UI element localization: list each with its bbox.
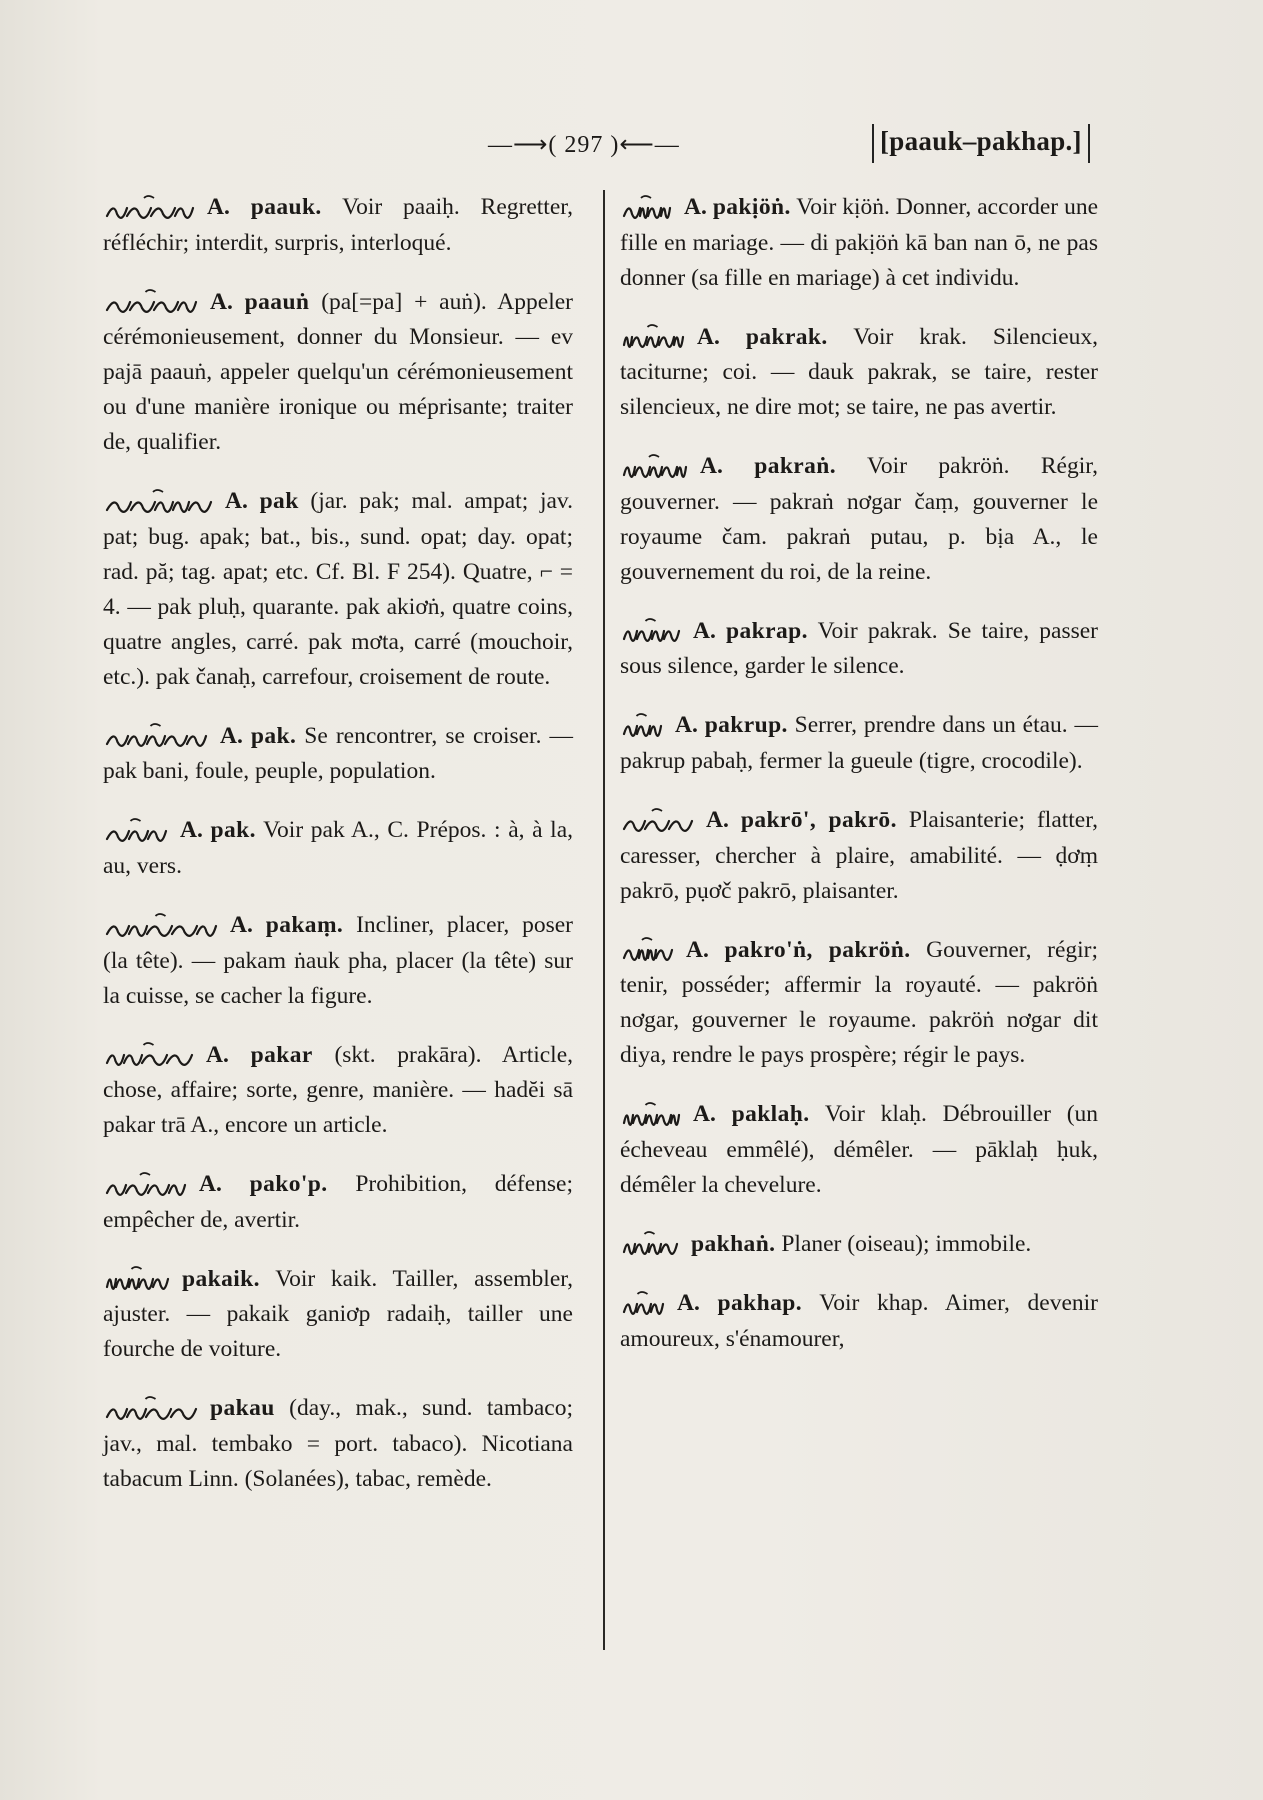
entry-label: A.	[210, 288, 233, 315]
entry-definition: (skt. prakāra). Article, chose, affaire; sorte, genre, manière. — hadĕi sā pakar trā A., encore un article.	[103, 1041, 574, 1139]
entry-headword: pakrup.	[704, 712, 788, 739]
entry-definition: Se rencontrer, se croiser. — pak bani, foule, peuple, population.	[103, 722, 573, 785]
entry-headword: pakro'ṅ, pakröṅ.	[724, 936, 911, 963]
entry-headword: pakrō', pakrō.	[740, 807, 897, 834]
dictionary-entry	[103, 285, 573, 461]
page-header	[0, 124, 1263, 164]
entry-definition: Planer (oiseau); immobile.	[781, 1230, 1032, 1257]
cham-script-icon	[620, 1099, 683, 1133]
cham-script-icon	[620, 1228, 681, 1262]
cham-script-icon	[620, 615, 683, 649]
entry-label: A.	[199, 1171, 222, 1198]
cham-script-icon	[103, 1039, 196, 1073]
entry-label: A.	[220, 722, 243, 749]
cham-script-icon	[620, 1288, 667, 1322]
dictionary-entry	[103, 484, 573, 695]
entry-headword: pakraṅ.	[754, 453, 837, 480]
dictionary-entry	[620, 933, 1098, 1074]
cham-script-icon	[620, 321, 687, 355]
cham-script-icon	[103, 1169, 189, 1203]
cham-script-icon	[103, 910, 220, 944]
entry-label: A.	[675, 712, 698, 739]
dictionary-entry	[620, 190, 1098, 296]
cham-script-icon	[103, 286, 200, 320]
entry-label: A.	[677, 1290, 700, 1317]
dictionary-entry	[620, 449, 1098, 590]
entry-label: A.	[207, 194, 230, 220]
entry-headword: pakhap.	[717, 1290, 802, 1317]
entry-headword: pak.	[210, 817, 256, 844]
cham-script-icon	[103, 192, 197, 226]
cham-script-icon	[620, 451, 690, 485]
entry-definition: Voir kaik. Tailler, assembler, ajuster. — pakaik ganiơp radaiḥ, tailler une fourche de voiture.	[103, 1265, 574, 1363]
cham-script-icon	[620, 192, 674, 226]
entry-headword: pakaik.	[182, 1265, 260, 1292]
entry-headword: paklaḥ.	[731, 1101, 810, 1128]
right-column	[620, 190, 1098, 1381]
entry-definition: Plaisanterie; flatter, caresser, chercher à plaire, amabilité. — ḍơṃ pakrō, pụơč pakrō, plaisanter.	[620, 807, 1098, 904]
entry-headword: pakar	[250, 1041, 313, 1068]
entry-label: A.	[706, 807, 729, 834]
running-head: [paauk–pakhap.]	[872, 124, 1090, 163]
entry-label: A.	[180, 817, 203, 844]
entry-definition: (day., mak., sund. tambaco; jav., mal. tembako = port. tabaco). Nicotiana tabacum Linn. (Solanées), tabac, remède.	[103, 1395, 573, 1493]
entry-headword: pakaṃ.	[265, 912, 344, 939]
entry-headword: pakrak.	[745, 323, 828, 350]
cham-script-icon	[103, 815, 170, 849]
dictionary-entry	[103, 719, 573, 790]
cham-script-icon	[103, 1263, 172, 1297]
entry-definition: Prohibition, défense; empêcher de, avertir.	[103, 1171, 574, 1233]
entry-label: A.	[230, 912, 253, 939]
entry-headword: pak.	[250, 722, 297, 749]
entry-definition: Voir krak. Silencieux, taciturne; coi. — dauk pakrak, se taire, rester silencieux, ne dire mot; se taire, ne pas avertir.	[620, 323, 1099, 421]
dictionary-entry	[620, 803, 1098, 909]
entry-headword: pakrap.	[726, 617, 808, 644]
dictionary-entry	[103, 1391, 573, 1497]
entry-definition: Serrer, prendre dans un étau. — pakrup pabaḥ, fermer la gueule (tigre, crocodile).	[620, 712, 1098, 775]
dictionary-entry	[103, 908, 573, 1014]
entry-headword: paauṅ	[244, 288, 310, 315]
dictionary-entry	[620, 708, 1098, 779]
entry-label: A.	[693, 617, 716, 644]
dictionary-entry	[620, 1286, 1098, 1357]
dictionary-entry	[103, 1038, 573, 1144]
entry-label: A.	[693, 1101, 716, 1128]
entry-definition: Voir pak A., C. Prépos. : à, à la, au, vers.	[103, 817, 574, 880]
dictionary-entry	[103, 1262, 573, 1368]
entry-headword: pakau	[210, 1395, 275, 1422]
entry-definition: Incliner, placer, poser (la tête). — pakam ṅauk pha, placer (la tête) sur la cuisse, se cacher la figure.	[103, 912, 574, 1009]
entry-definition: Voir klaḥ. Débrouiller (un écheveau emmêlé), démêler. — pāklaḥ ḥuk, démêler la chevelure.	[620, 1101, 1099, 1198]
cham-script-icon	[103, 720, 210, 754]
entry-label: A.	[206, 1041, 229, 1068]
entry-definition: (pa[=pa] + auṅ). Appeler cérémonieusement, donner du Monsieur. — ev pajā paauṅ, appeler quelqu'un cérémonieusement ou d'une manière ironique ou méprisante; traiter de, qualifier.	[103, 288, 573, 456]
cham-script-icon	[103, 486, 215, 520]
entry-definition: Voir pakrak. Se taire, passer sous silence, garder le silence.	[620, 617, 1098, 680]
entry-headword: pako'p.	[249, 1171, 328, 1198]
cham-script-icon	[620, 805, 696, 839]
entry-label: A.	[700, 453, 723, 480]
cham-script-icon	[103, 1393, 200, 1427]
entry-label: A.	[225, 488, 248, 515]
entry-headword: paauk.	[250, 194, 322, 220]
entry-headword: pak	[259, 488, 299, 515]
left-column	[103, 190, 573, 1521]
entry-definition: Voir kịöṅ. Donner, accorder une fille en mariage. — di pakịöṅ kā ban nan ō, ne pas donner (sa fille en mariage) à cet individu.	[620, 194, 1098, 291]
cham-script-icon	[620, 710, 665, 744]
entry-label: A.	[684, 194, 707, 220]
entry-definition: Voir paaiḥ. Regretter, réfléchir; interdit, surpris, interloqué.	[103, 194, 574, 256]
entry-label: A.	[697, 323, 720, 350]
dictionary-entry	[103, 813, 573, 884]
entry-definition: Voir pakröṅ. Régir, gouverner. — pakraṅ nơgar čaṃ, gouverner le royaume čam. pakraṅ putau, p. bịa A., le gouvernement du roi, de la reine.	[620, 453, 1099, 585]
cham-script-icon	[620, 934, 676, 968]
entry-headword: pakịöṅ.	[712, 194, 791, 220]
dictionary-entry	[103, 190, 573, 261]
entry-label: A.	[686, 936, 709, 963]
dictionary-entry	[620, 614, 1098, 685]
dictionary-entry	[620, 320, 1098, 426]
entry-headword: pakhaṅ.	[691, 1230, 776, 1257]
entry-definition: Gouverner, régir; tenir, posséder; affermir la royauté. — pakröṅ nơgar, gouverner le royaume. pakröṅ nơgar dit diya, rendre le pays prospère; régir le pays.	[620, 936, 1099, 1069]
dictionary-entry	[620, 1227, 1098, 1263]
entry-definition: (jar. pak; mal. ampat; jav. pat; bug. apak; bat., bis., sund. opat; day. opat; rad. pă; tag. apat; etc. Cf. Bl. F 254). Quatre, ⌐ = 4. — pak pluḥ, quarante. pak akiơṅ, quatre coins, quatre angles, carré. pak mơta, carré (mouchoir, etc.). pak čanaḥ, carrefour, croisement de route.	[103, 488, 574, 690]
dictionary-entry	[620, 1097, 1098, 1203]
dictionary-entry	[103, 1167, 573, 1238]
page-number: —⟶( 297 )⟵—	[488, 132, 680, 158]
column-divider	[603, 190, 605, 1650]
entry-definition: Voir khap. Aimer, devenir amoureux, s'énamourer,	[620, 1290, 1098, 1353]
